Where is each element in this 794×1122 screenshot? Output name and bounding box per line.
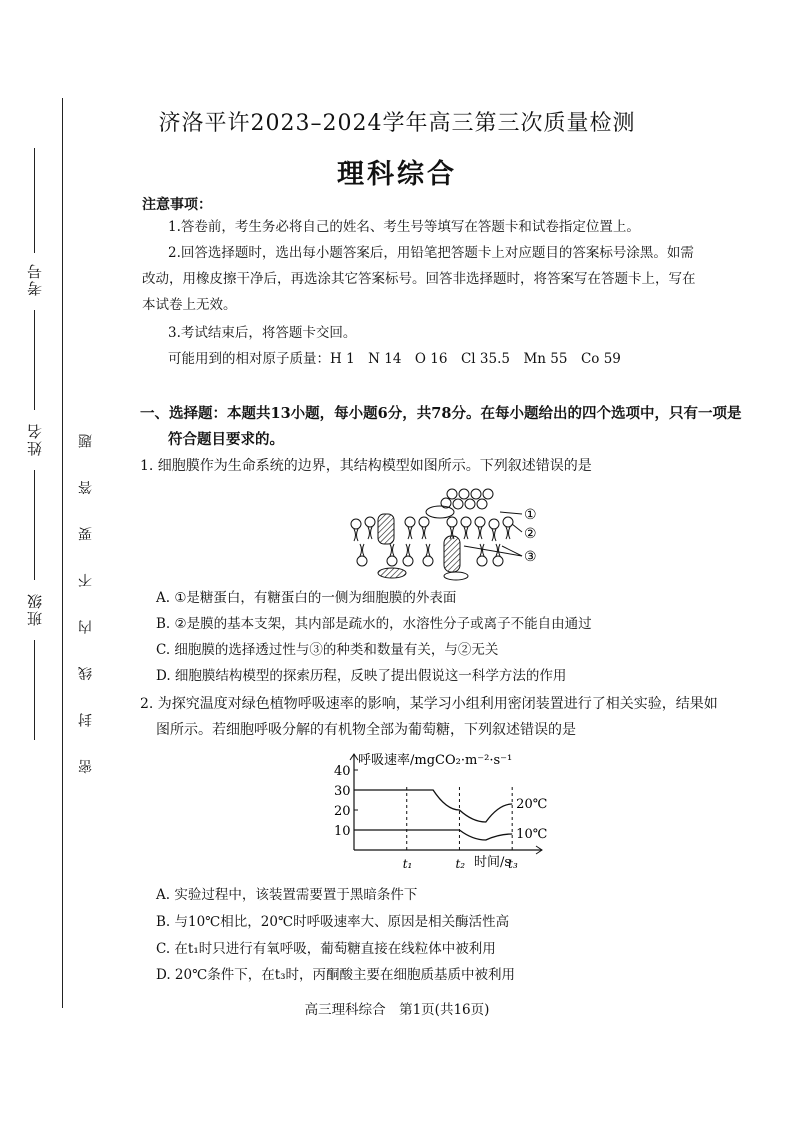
exam-title: 济洛平许2023–2024学年高三第三次质量检测 <box>158 111 636 136</box>
notice-item: 2.回答选择题时，选出每小题答案后，用铅笔把答题卡上对应题目的答案标号涂黑。如需 <box>168 245 694 261</box>
chart-series-line <box>354 830 512 840</box>
q2-option-d: D. 20℃条件下，在t₃时，丙酮酸主要在细胞质基质中被利用 <box>156 967 516 983</box>
q1-option-c: C. 细胞膜的选择透过性与③的种类和数量有关，与②无关 <box>156 642 499 658</box>
class-line-lower <box>34 640 35 740</box>
exam-no-label: 考号 <box>26 262 44 296</box>
chart-ylabel: 呼吸速率/mgCO₂·m⁻²·s⁻¹ <box>358 753 513 768</box>
binding-line <box>62 98 63 1008</box>
name-label: 姓名 <box>26 422 44 456</box>
class-label: 班级 <box>26 592 44 626</box>
q2-stem: 2. 为探究温度对绿色植物呼吸速率的影响，某学习小组利用密闭装置进行了相关实验，结果如 <box>140 696 718 712</box>
q1-option-a: A. ①是糖蛋白，有糖蛋白的一侧为细胞膜的外表面 <box>156 590 457 606</box>
diagram-label-1: ① <box>524 507 537 523</box>
class-line <box>34 470 35 580</box>
chart-x-tick-label: t₂ <box>455 857 466 871</box>
name-line <box>34 310 35 410</box>
section-heading: 一、选择题：本题共13小题，每小题6分，共78分。在每小题给出的四个选项中，只有一项是 <box>140 405 742 422</box>
chart-y-tick-label: 30 <box>334 784 351 799</box>
subject-title: 理科综合 <box>337 159 457 190</box>
notice-item: 改动，用橡皮擦干净后，再选涂其它答案标号。回答非选择题时，将答案写在答题卡上，写在 <box>142 271 696 287</box>
chart-x-tick-label: t₃ <box>508 857 518 871</box>
seal-line-text: 密 封 线 内 不 要 答 题 <box>78 420 94 774</box>
q2-stem-cont: 图所示。若细胞呼吸分解的有机物全部为葡萄糖，下列叙述错误的是 <box>156 722 576 738</box>
q2-option-b: B. 与10℃相比，20℃时呼吸速率大、原因是相关酶活性高 <box>156 914 510 930</box>
notice-item: 3.考试结束后，将答题卡交回。 <box>168 325 357 341</box>
chart-series-line <box>354 790 512 822</box>
chart-series-label: 10℃ <box>516 827 548 842</box>
notice-heading: 注意事项： <box>142 197 212 213</box>
chart-xlabel: 时间/s <box>474 855 512 870</box>
q2-option-a: A. 实验过程中，该装置需要置于黑暗条件下 <box>156 887 418 903</box>
q1-stem: 1. 细胞膜作为生命系统的边界，其结构模型如图所示。下列叙述错误的是 <box>140 458 592 474</box>
atomic-mass-line: 可能用到的相对原子质量：H 1 N 14 O 16 Cl 35.5 Mn 55 Co 59 <box>168 351 621 367</box>
notice-item: 1.答卷前，考生务必将自己的姓名、考生号等填写在答题卡和试卷指定位置上。 <box>168 219 640 235</box>
q1-option-d: D. 细胞膜结构模型的探索历程，反映了提出假说这一科学方法的作用 <box>156 668 567 684</box>
chart-y-tick-label: 20 <box>334 804 351 819</box>
chart-x-tick-label: t₁ <box>402 857 413 871</box>
respiration-rate-chart <box>318 748 558 880</box>
notice-item: 本试卷上无效。 <box>142 297 237 313</box>
chart-y-tick-label: 10 <box>334 824 351 839</box>
diagram-label-2: ② <box>524 526 537 542</box>
page-footer: 高三理科综合 第1页(共16页) <box>304 1002 490 1018</box>
cell-membrane-diagram <box>340 486 560 582</box>
chart-series-label: 20℃ <box>516 797 548 812</box>
q1-option-b: B. ②是膜的基本支架，其内部是疏水的，水溶性分子或离子不能自由通过 <box>156 616 592 632</box>
q2-option-c: C. 在t₁时只进行有氧呼吸，葡萄糖直接在线粒体中被利用 <box>156 941 496 957</box>
diagram-label-3: ③ <box>524 549 537 565</box>
chart-y-tick-label: 40 <box>334 764 351 779</box>
section-heading-cont: 符合题目要求的。 <box>168 431 284 448</box>
